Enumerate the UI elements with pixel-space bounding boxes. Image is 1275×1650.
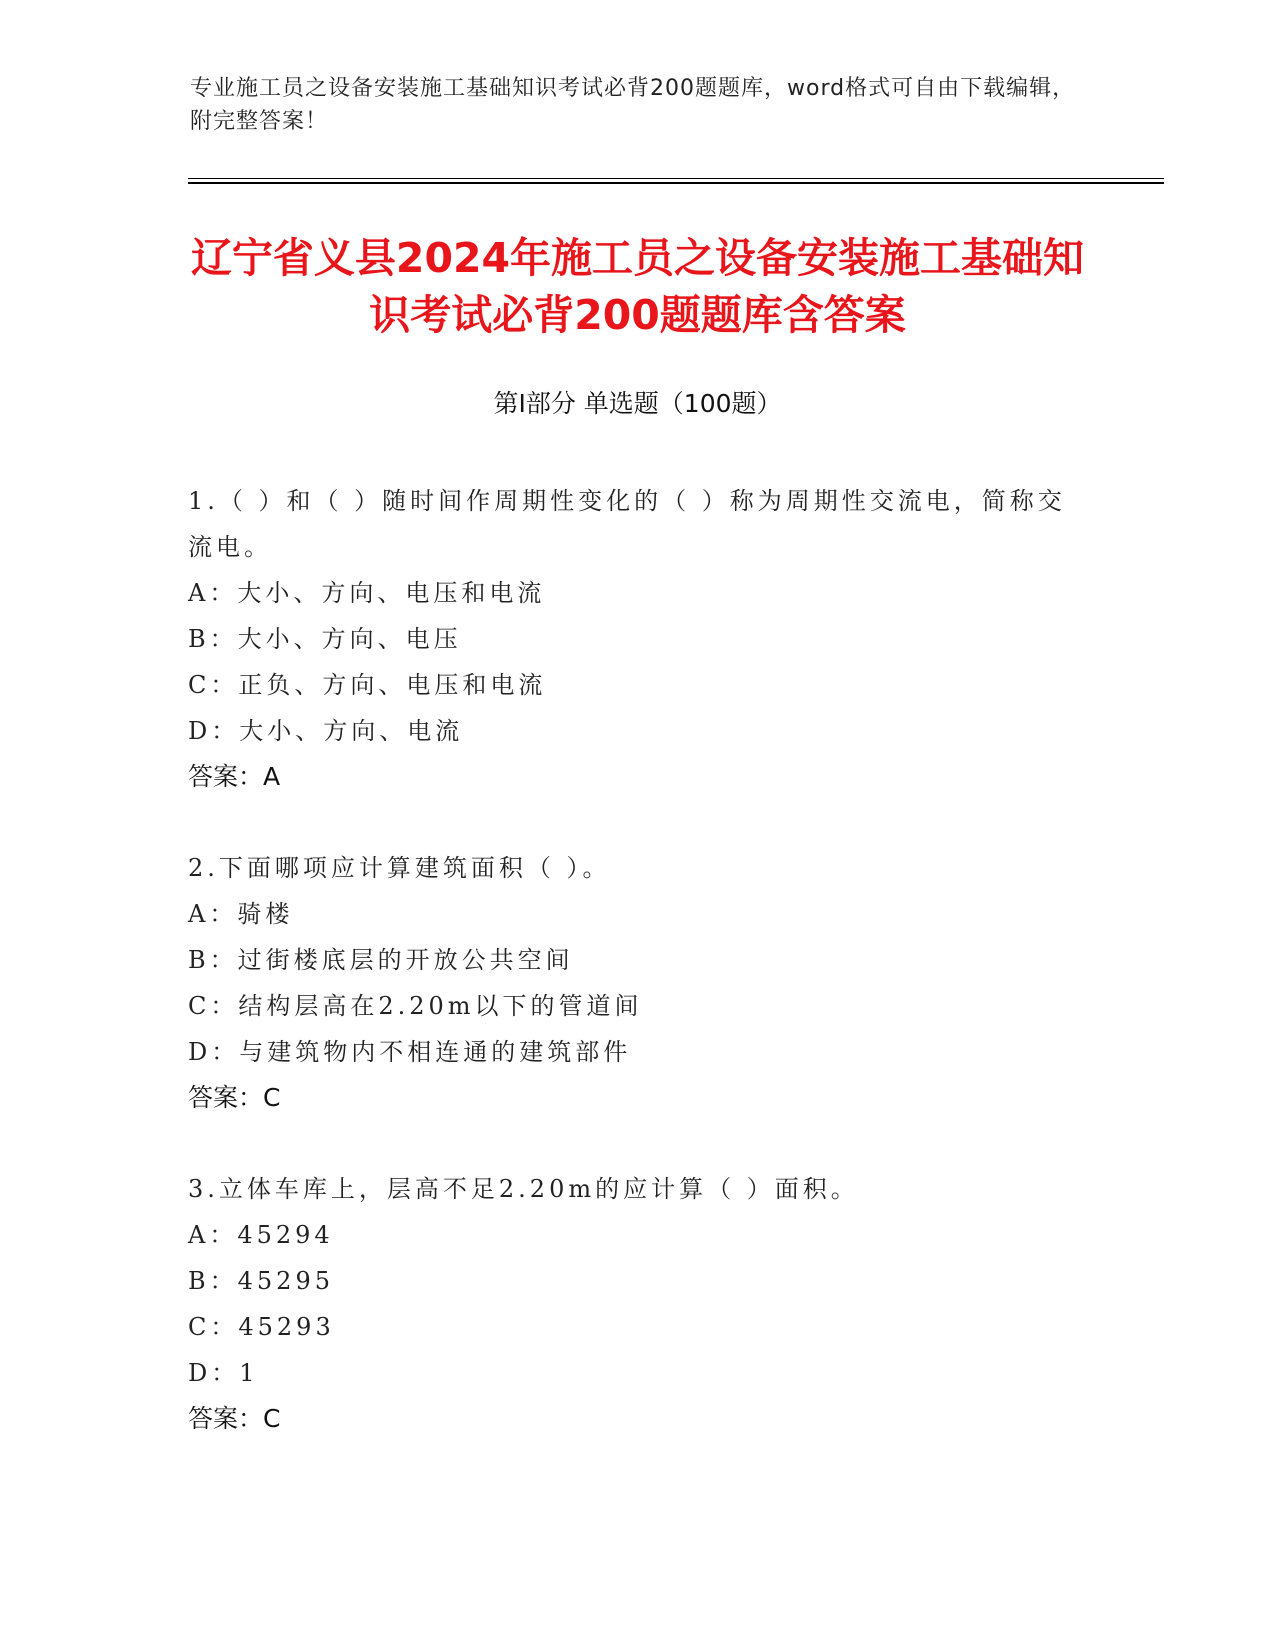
option-c: C：正负、方向、电压和电流 xyxy=(188,671,547,699)
header-rule-thin xyxy=(188,178,1164,179)
option-a: A：大小、方向、电压和电流 xyxy=(188,579,546,607)
question-1 xyxy=(188,478,1088,800)
question-stem: 1.（ ）和（ ）随时间作周期性变化的（ ）称为周期性交流电，简称交流电。 xyxy=(188,487,1066,561)
answer-line: 答案：C xyxy=(188,1083,281,1112)
answer-line: 答案：C xyxy=(188,1404,281,1433)
option-c: C：45293 xyxy=(188,1313,335,1341)
section-heading: 第Ⅰ部分 单选题（100题） xyxy=(493,389,782,418)
question-list xyxy=(188,478,1088,1487)
question-3 xyxy=(188,1166,1088,1442)
answer-line: 答案：A xyxy=(188,762,281,791)
option-b: B：过街楼底层的开放公共空间 xyxy=(188,946,574,974)
option-c: C：结构层高在2.20m以下的管道间 xyxy=(188,992,643,1020)
option-b: B：大小、方向、电压 xyxy=(188,625,462,653)
option-b: B：45295 xyxy=(188,1267,334,1295)
option-d: D：与建筑物内不相连通的建筑部件 xyxy=(188,1038,632,1066)
document-title: 辽宁省义县2024年施工员之设备安装施工基础知识考试必背200题题库含答案 xyxy=(190,234,1085,339)
question-stem: 3.立体车库上，层高不足2.20m的应计算（ ）面积。 xyxy=(188,1175,859,1203)
option-a: A：骑楼 xyxy=(188,900,294,928)
header-note: 专业施工员之设备安装施工基础知识考试必背200题题库，word格式可自由下载编辑，附完整答案！ xyxy=(190,76,1076,134)
question-2 xyxy=(188,845,1088,1121)
option-d: D：大小、方向、电流 xyxy=(188,717,464,745)
question-stem: 2.下面哪项应计算建筑面积（ ）。 xyxy=(188,854,611,882)
option-a: A：45294 xyxy=(188,1221,334,1249)
header-rule-thick xyxy=(188,182,1164,184)
option-d: D：1 xyxy=(188,1359,259,1387)
